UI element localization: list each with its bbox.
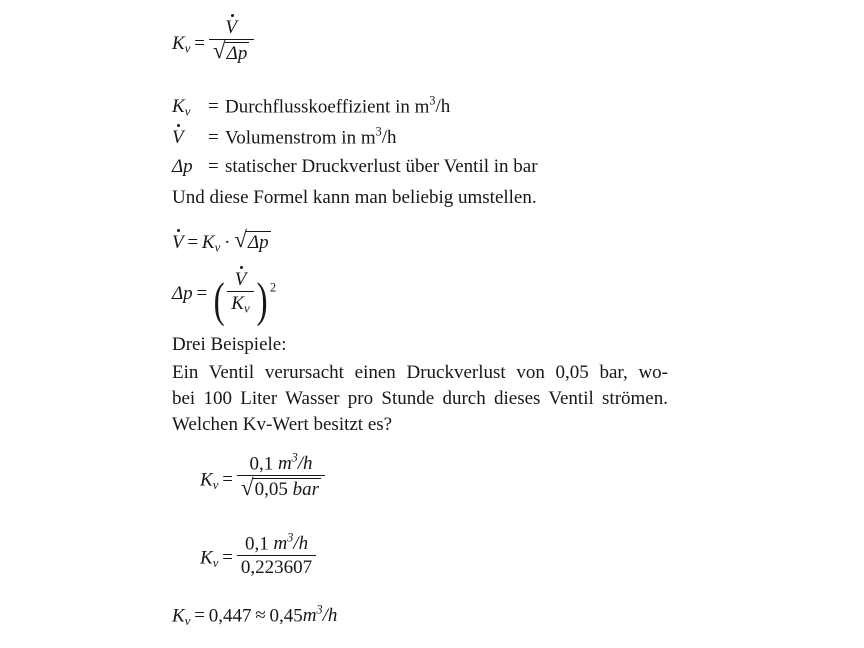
step1-numerator — [237, 452, 326, 475]
step1-fraction — [237, 452, 326, 500]
definition-symbol-variable: V — [172, 127, 184, 149]
step2-denominator — [237, 555, 317, 578]
definition-symbol-variable: K — [172, 96, 185, 118]
definition-equals: = — [208, 156, 219, 177]
step1-lhs-variable: K — [200, 469, 213, 491]
definition-symbol — [172, 157, 208, 176]
result-unit-base: m — [302, 605, 317, 627]
step1-unit-base: m — [277, 453, 292, 475]
formula-volumetric-flow — [172, 227, 271, 255]
formula-kv-definition — [172, 18, 254, 64]
definition-unit-tail: /h — [435, 96, 451, 118]
formula-example-step-1 — [200, 452, 325, 500]
sqrt-group — [212, 38, 249, 65]
formula-kv-denominator — [209, 39, 254, 64]
sqrt-group — [240, 474, 321, 501]
sqrt-radix-icon: √ — [212, 38, 226, 65]
volumetric-flow-symbol: V — [234, 269, 247, 290]
step2-equals: = — [222, 547, 233, 569]
step2-lhs-variable: K — [200, 547, 213, 569]
definition-symbol — [172, 128, 208, 147]
step1-numerator-unit — [278, 453, 313, 474]
definition-symbol — [172, 97, 208, 119]
definition-equals: = — [208, 96, 219, 118]
formula-example-result — [172, 604, 337, 628]
definition-unit-exponent: 3 — [375, 125, 382, 139]
formula-dp-exponent: 2 — [270, 280, 277, 295]
definition-symbol-subscript: v — [184, 103, 191, 119]
formula-kv-equals: = — [194, 33, 205, 55]
step2-numerator — [237, 532, 317, 555]
step1-equals: = — [222, 469, 233, 491]
definition-unit-exponent: 3 — [429, 94, 436, 108]
formula-flow-multiplication-dot: · — [224, 232, 231, 253]
paren-close: ) — [256, 273, 268, 327]
result-unit — [303, 605, 338, 626]
step2-unit-exponent: 3 — [287, 531, 294, 545]
formula-kv-fraction — [209, 18, 254, 64]
step1-denominator — [237, 475, 326, 500]
formula-dp-kv-subscript: v — [243, 300, 250, 316]
step2-numerator-unit — [273, 533, 308, 554]
step1-unit-tail: /h — [297, 453, 313, 475]
definition-text: Durchflusskoeffizient in m — [225, 96, 430, 118]
formula-flow-lhs: V — [172, 232, 184, 253]
sqrt-radicand: Δp — [226, 42, 248, 64]
sqrt-radix-icon: √ — [234, 227, 247, 254]
step1-denominator-value: 0,05 — [254, 479, 288, 501]
formula-flow-equals: = — [187, 232, 199, 253]
definition-text: statischer Druckverlust über Ventil in bar — [225, 156, 538, 177]
formula-kv-lhs-variable: K — [172, 33, 185, 55]
step1-unit-exponent: 3 — [291, 451, 298, 465]
sqrt-group — [234, 227, 270, 254]
step2-lhs-subscript: v — [212, 554, 219, 570]
paragraph-line: Ein Ventil verursacht einen Druckverlust von 0,05 bar, wo- — [172, 362, 668, 383]
sqrt-radix-icon: √ — [240, 474, 254, 501]
formula-dp-numerator — [227, 270, 254, 291]
formula-dp-kv-variable: K — [231, 292, 244, 314]
result-lhs-subscript: v — [184, 612, 191, 628]
formula-pressure-drop — [172, 269, 277, 327]
example-problem-paragraph — [172, 360, 668, 438]
symbol-definition-list — [172, 95, 668, 188]
result-unit-tail: /h — [322, 605, 338, 627]
result-approx-sign: ≈ — [255, 605, 266, 627]
definition-symbol-variable: Δp — [172, 156, 193, 177]
step2-numerator-value: 0,1 — [244, 533, 269, 555]
definition-text: Volumenstrom in m — [225, 127, 376, 149]
definition-unit — [376, 127, 397, 148]
definition-row — [172, 126, 668, 157]
rearrange-sentence: Und diese Formel kann man beliebig umstellen. — [172, 187, 537, 208]
result-equals: = — [194, 605, 205, 627]
step2-denominator-value: 0,223607 — [240, 557, 313, 579]
examples-heading: Drei Beispiele: — [172, 334, 287, 355]
formula-dp-denominator — [227, 291, 254, 315]
sqrt-radicand — [253, 478, 321, 500]
step1-denominator-unit: bar — [292, 479, 320, 501]
paragraph-line: Welchen Kv-Wert besitzt es? — [172, 414, 393, 435]
paragraph-line: bei 100 Liter Wasser pro Stunde durch dieses Ventil strömen. — [172, 388, 668, 409]
step2-fraction — [237, 532, 317, 578]
formula-dp-equals: = — [196, 283, 208, 305]
result-value: 0,447 — [208, 605, 252, 627]
formula-flow-kv-subscript: v — [214, 239, 221, 255]
definition-unit — [429, 96, 450, 117]
formula-example-step-2 — [200, 532, 316, 578]
result-lhs-variable: K — [172, 605, 185, 627]
formula-flow-kv-variable: K — [201, 232, 215, 253]
definition-row — [172, 157, 668, 188]
formula-dp-fraction — [227, 270, 254, 315]
formula-dp-lhs: Δp — [172, 283, 193, 305]
sqrt-radicand: Δp — [248, 232, 269, 253]
paren-open: ( — [213, 273, 225, 327]
definition-unit-tail: /h — [381, 127, 397, 149]
step2-unit-tail: /h — [293, 533, 309, 555]
definition-equals: = — [208, 127, 219, 149]
volumetric-flow-symbol: V — [225, 17, 237, 38]
formula-kv-numerator — [209, 18, 254, 39]
definition-row — [172, 95, 668, 126]
result-rounded-value: 0,45 — [269, 605, 303, 627]
result-unit-exponent: 3 — [316, 603, 323, 617]
step1-lhs-subscript: v — [212, 476, 219, 492]
step2-unit-base: m — [273, 533, 288, 555]
formula-kv-lhs-subscript: v — [184, 40, 191, 56]
step1-numerator-value: 0,1 — [249, 453, 274, 475]
